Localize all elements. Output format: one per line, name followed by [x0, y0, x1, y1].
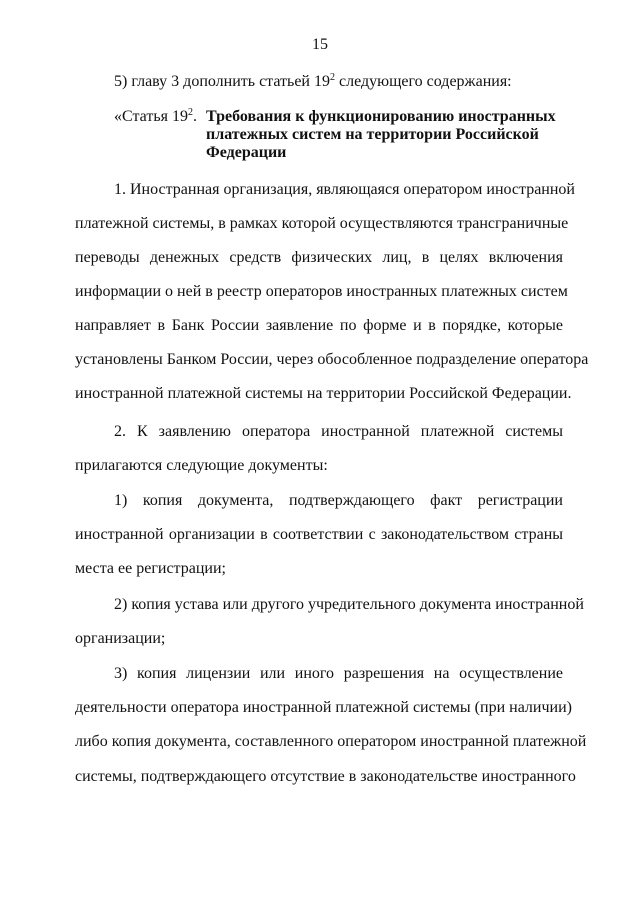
amendment-intro-text: 5) главу 3 дополнить статьей 19: [114, 73, 330, 90]
list-item-3-line: либо копия документа, составленного оператором иностранной платежной: [75, 733, 587, 750]
article-label-superscript: 2: [187, 107, 193, 118]
list-item-3-line: деятельности оператора иностранной платежной системы (при наличии): [75, 699, 572, 716]
paragraph-1-line: 1. Иностранная организация, являющаяся оператором иностранной: [114, 181, 575, 198]
amendment-intro-superscript: 2: [330, 72, 335, 83]
paragraph-1-line: информации о ней в реестр операторов иностранных платежных систем: [75, 283, 568, 300]
paragraph-2-line: прилагаются следующие документы:: [75, 457, 328, 474]
article-title: [206, 108, 566, 162]
article-title-line: платежных систем на территории Российской: [206, 126, 539, 143]
paragraph-1-line: переводы денежных средств физических лиц, в целях включения: [75, 249, 563, 266]
paragraph-1-line: направляет в Банк России заявление по форме и в порядке, которые: [75, 317, 563, 334]
list-item-1-line: места ее регистрации;: [75, 560, 226, 577]
page-number: 15: [312, 36, 328, 53]
paragraph-1-line: иностранной платежной системы на территории Российской Федерации.: [75, 385, 572, 402]
amendment-intro-tail: следующего содержания:: [335, 73, 512, 90]
article-label: [114, 108, 197, 126]
list-item-1-line: иностранной организации в соответствии с законодательством страны: [75, 526, 563, 543]
article-title-line: Федерации: [206, 144, 287, 161]
article-label-dot: .: [192, 108, 197, 125]
list-item-3-line: 3) копия лицензии или иного разрешения на осуществление: [114, 665, 563, 682]
paragraph-1-line: платежной системы, в рамках которой осуществляются трансграничные: [75, 215, 569, 232]
list-item-3-line: системы, подтверждающего отсутствие в законодательстве иностранного: [75, 768, 576, 785]
list-item-1-line: 1) копия документа, подтверждающего факт регистрации: [114, 492, 563, 509]
paragraph-1-line: установлены Банком России, через обособленное подразделение оператора: [75, 351, 589, 368]
list-item-2-line: 2) копия устава или другого учредительного документа иностранной: [114, 596, 584, 613]
amendment-intro: [114, 72, 563, 92]
paragraph-2-line: 2. К заявлению оператора иностранной платежной системы: [114, 423, 563, 440]
article-label-text: «Статья 19: [114, 108, 188, 125]
article-title-line: Требования к функционированию иностранных: [206, 108, 556, 125]
list-item-2-line: организации;: [75, 630, 166, 647]
